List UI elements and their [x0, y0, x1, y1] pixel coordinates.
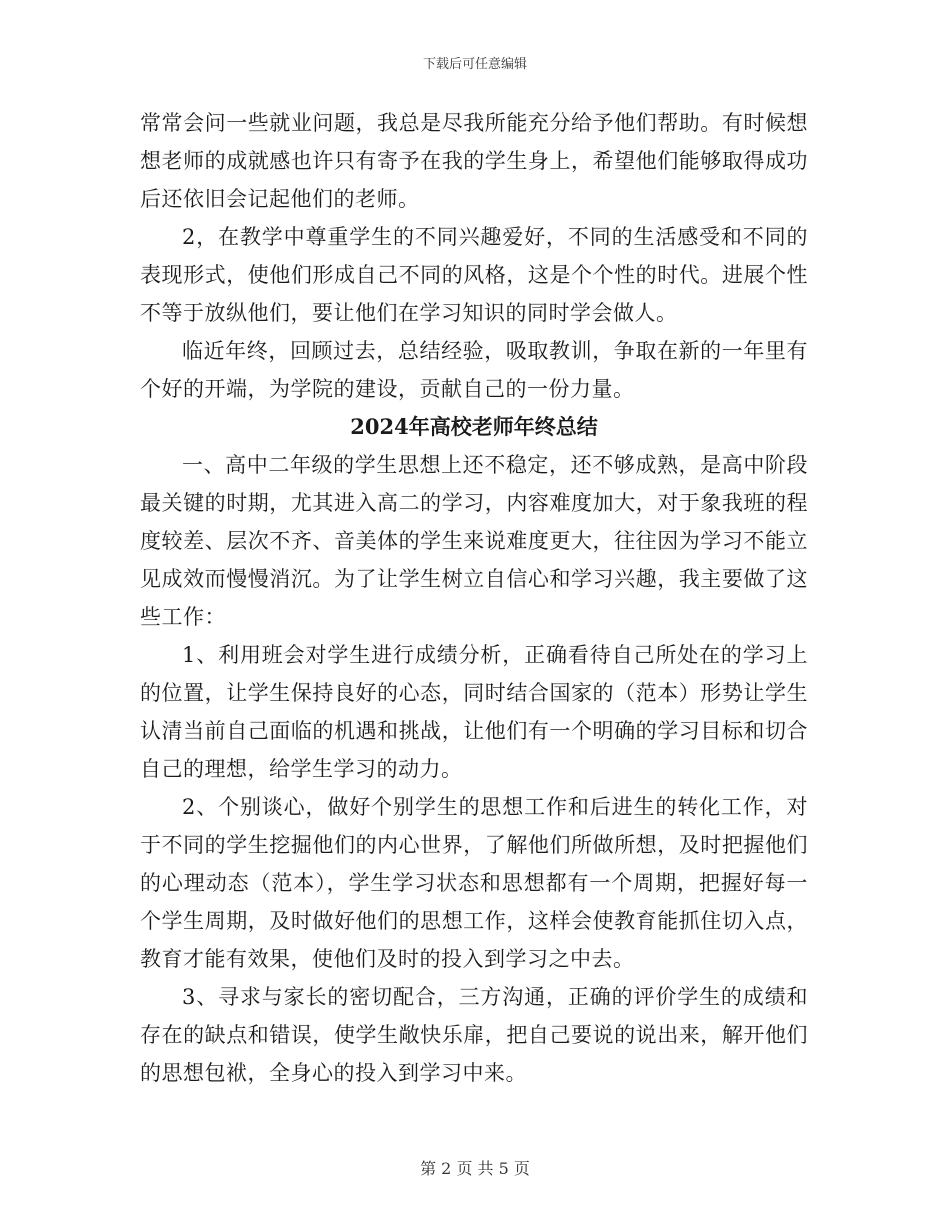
paragraph-6: 2、个别谈心，做好个别学生的思想工作和后进生的转化工作，对于不同的学生挖掘他们的内心世界，了解他们所做所想，及时把握他们的心理动态（范本），学生学习状态和思想都有一个周期，把握好每一个学生周期，及时做好他们的思想工作，这样会使教育能抓住切入点，教育才能有效果，使他们及时的投入到学习之中去。 — [140, 795, 808, 971]
paragraph-3: 临近年终，回顾过去，总结经验，吸取教训，争取在新的一年里有个好的开端，为学院的建设，贡献自己的一份力量。 — [140, 339, 808, 401]
paragraph-4: 一、高中二年级的学生思想上还不稳定，还不够成熟，是高中阶段最关键的时期，尤其进入高二的学习，内容难度加大，对于象我班的程度较差、层次不齐、音美体的学生来说难度更大，往往因为学习不能立见成效而慢慢消沉。为了让学生树立自信心和学习兴趣，我主要做了这些工作： — [140, 453, 808, 629]
document-body — [140, 104, 808, 1092]
paragraph-2: 2，在教学中尊重学生的不同兴趣爱好，不同的生活感受和不同的表现形式，使他们形成自己不同的风格，这是个个性的时代。进展个性不等于放纵他们，要让他们在学习知识的同时学会做人。 — [140, 225, 808, 325]
paragraph-5: 1、利用班会对学生进行成绩分析，正确看待自己所处在的学习上的位置，让学生保持良好的心态，同时结合国家的（范本）形势让学生认清当前自己面临的机遇和挑战，让他们有一个明确的学习目标和切合自己的理想，给学生学习的动力。 — [140, 643, 808, 781]
page-header: 下载后可任意编辑 — [422, 57, 527, 72]
page-footer: 第 2 页 共 5 页 — [420, 1159, 530, 1178]
section-title: 2024年高校老师年终总结 — [350, 414, 598, 439]
paragraph-7: 3、寻求与家长的密切配合，三方沟通，正确的评价学生的成绩和存在的缺点和错误，使学生敞快乐扉，把自己要说的说出来，解开他们的思想包袱，全身心的投入到学习中来。 — [140, 985, 808, 1085]
paragraph-1: 常常会问一些就业问题，我总是尽我所能充分给予他们帮助。有时候想想老师的成就感也许只有寄予在我的学生身上，希望他们能够取得成功后还依旧会记起他们的老师。 — [140, 111, 808, 211]
